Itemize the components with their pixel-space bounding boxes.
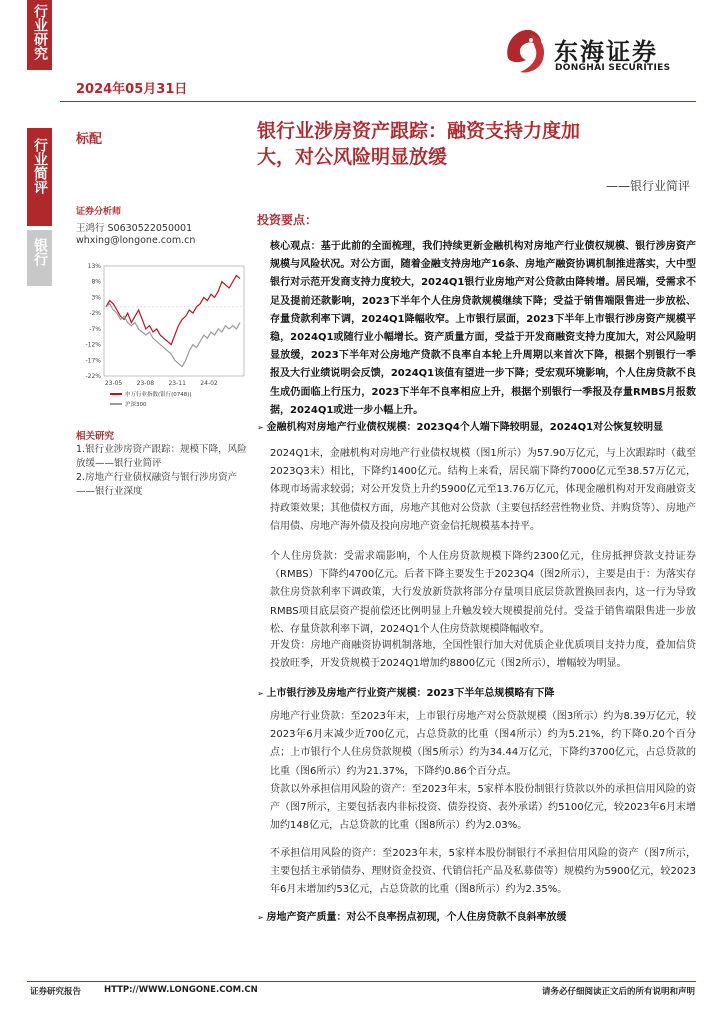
related-title: 相关研究 — [76, 431, 115, 442]
report-title — [257, 118, 697, 170]
side-tab-bot-label: 银行 — [32, 238, 48, 266]
footer-url[interactable]: HTTP://WWW.LONGONE.COM.CN — [104, 985, 258, 995]
report-date: 2024年05月31日 — [76, 82, 188, 97]
y-tick-label: -2% — [89, 310, 101, 318]
series-line-bank-index — [106, 275, 240, 344]
section2-paragraph2: 贷款以外承担信用风险的资产：至2023年末，5家样本股份制银行贷款以外的承担信用风险的资产（图7所示，主要包括表内非标投资、债券投资、表外承诺）约5100亿元，较2023年6月末增加约148亿元，占总贷款的比重（图8所示）约为2.03%。 — [270, 784, 696, 832]
section1-bullet-icon: ➢ — [257, 423, 267, 432]
side-tab-top-label: 行业研究 — [32, 4, 48, 60]
section2-paragraph3: 不承担信用风险的资产：至2023年末，5家样本股份制银行不承担信用风险的资产（图7所示，主要包括主承销债券、理财资金投资、代销信托产品及私募债等）规模约为5900亿元，较2023年6月末增加约53亿元，占总贷款的比重（图8所示）约为2.35%。 — [270, 848, 696, 896]
legend-item-csi300 — [110, 400, 192, 408]
analyst-name: 王鸿行 S0630522050001 — [76, 223, 193, 234]
related-item-1[interactable]: 1.银行业涉房资产跟踪：规模下降，风险放缓——银行业简评 — [76, 444, 247, 469]
legend-swatch-csi300 — [110, 403, 122, 405]
header-rule — [60, 101, 696, 102]
x-tick-label: 23-08 — [136, 380, 155, 387]
y-tick-label: -12% — [85, 341, 101, 349]
related-item-2[interactable]: 2.房地产行业债权融资与银行涉房资产——银行业深度 — [76, 472, 238, 497]
legend-label-csi300: 沪深300 — [125, 402, 147, 408]
section1-title: 金融机构对房地产行业债权规模：2023Q4个人端下降较明显，2024Q1对公恢复较明显 — [266, 422, 664, 433]
logo — [500, 20, 700, 80]
related-list — [76, 443, 248, 499]
legend-label-bank: 申万行业指数(银行(0748)) — [125, 392, 192, 398]
series-line-csi300 — [106, 304, 240, 367]
y-tick-label: 3% — [91, 294, 101, 302]
side-tab-bot — [27, 230, 52, 286]
section3-bullet-icon: ➢ — [257, 913, 267, 922]
x-tick-label: 23-11 — [168, 380, 186, 387]
analyst-email[interactable]: whxing@longone.com.cn — [76, 235, 196, 246]
y-tick-label: 8% — [91, 278, 101, 286]
chart-legend — [110, 390, 192, 408]
core-view — [270, 238, 696, 420]
section1-paragraph1: 2024Q1末，金融机构对房地产行业债权规模（图1所示）为57.90万亿元，与上次跟踪时（截至2023Q3末）相比，下降约1400亿元。结构上来看，居民端下降约7000亿元至38.57万亿元，体现市场需求较弱；对公开发贷上升约5900亿元至13.76万亿元，体现金融机构对开发商融资支持政策效果；其他债权方面，房地产其他对公贷款（主要包括经营性物业贷、并购贷等）、房地产信用债、房地产海外债及投向房地产资金信托规模基本持平。 — [270, 448, 696, 532]
legend-swatch-bank — [110, 393, 122, 395]
footer-left: 证券研究报告 — [30, 987, 82, 997]
section2-paragraph1: 房地产行业贷款：至2023年末，上市银行房地产对公贷款规模（图3所示）约为8.39万亿元，较2023年6月末减少近700亿元，占总贷款的比重（图4所示）约为5.21%，约下降0.20个百分点；上市银行个人住房贷款规模（图5所示）约为34.44万亿元，下降约3700亿元，占总贷款的比重（图6所示）约为21.37%，下降约0.86个百分点。 — [270, 711, 696, 777]
report-title-line1: 银行业涉房资产跟踪：融资支持力度加 — [257, 120, 581, 142]
footer-rule — [27, 981, 696, 982]
rating: 标配 — [76, 132, 103, 147]
section1-paragraph3: 开发贷：房地产商融资协调机制落地，全国性银行加大对优质企业优质项目支持力度，叠加信贷投放旺季，开发贷规模于2024Q1增加约8800亿元（图2所示），增幅较为明显。 — [270, 640, 696, 670]
side-tab-top — [27, 0, 52, 70]
analyst-label: 证券分析师 — [76, 207, 122, 217]
section2-title: 上市银行涉及房地产行业资产规模：2023下半年总规模略有下降 — [266, 688, 555, 699]
y-tick-label: -22% — [85, 373, 101, 380]
section3-title: 房地产资产质量：对公不良率拐点初现，个人住房贷款不良斜率放缓 — [266, 912, 567, 923]
report-title-line2: 大，对公风险明显放缓 — [257, 146, 448, 168]
performance-chart — [74, 262, 250, 402]
section1-heading — [257, 418, 697, 433]
side-tab-mid — [27, 128, 52, 226]
y-tick-label: -7% — [89, 325, 101, 333]
y-tick-label: -17% — [85, 357, 101, 365]
footer-right: 请务必仔细阅读正文后的所有说明和声明 — [541, 987, 695, 997]
logo-cn: 东海证券 — [554, 38, 658, 66]
side-tab-mid-label: 行业简评 — [32, 138, 48, 194]
x-tick-label: 24-02 — [200, 380, 218, 387]
report-subtitle: ——银行业简评 — [605, 179, 690, 193]
core-view-label: 核心观点： — [270, 241, 321, 252]
section2-bullet-icon: ➢ — [257, 689, 267, 698]
section2-heading — [257, 684, 697, 699]
logo-en: DONGHAI SECURITIES — [555, 63, 671, 73]
legend-item-bank — [110, 390, 192, 398]
logo-emblem-icon — [500, 20, 550, 78]
x-tick-label: 23-05 — [104, 380, 123, 387]
section3-heading — [257, 908, 697, 923]
key-points-heading: 投资要点： — [257, 213, 318, 227]
section1-paragraph2: 个人住房贷款：受需求端影响，个人住房贷款规模下降约2300亿元，住房抵押贷款支持证券（RMBS）下降约4700亿元。后者下降主要发生于2023Q4（图2所示），主要是由于：为落实存款住房贷款利率下调政策，大行发放新贷款将部分存量项目底层贷款置换回表内，这一行为导致RMBS项目底层资产提前偿还比例明显上升触发较大规模提前兑付。受益于销售端限售进一步放松、存量贷款利率下调，2024Q1个人住房贷款规模降幅收窄。 — [270, 551, 696, 635]
y-tick-label: 13% — [87, 263, 101, 270]
core-view-text: 基于此前的全面梳理，我们持续更新金融机构对房地产行业债权规模、银行涉房资产规模与风险状况。对公方面，随着金融支持房地产16条、房地产融资协调机制推进落实，大中型银行对示范开发商支持力度较大，2024Q1银行业房地产对公贷款由降转增。居民端，受需求不足及提前还款影响，2023下半年个人住房贷款规模继续下降；受益于销售端限售进一步放松、存量贷款利率下调，2024Q1降幅收窄。上市银行层面，2023下半年上市银行涉房资产规模平稳，2024Q1或随行业小幅增长。资产质量方面，受益于开发商融资支持力度加大，对公风险明显放缓，2023下半年对公房地产贷款不良率自本轮上升周期以来首次下降，根据个别银行一季报及大行业绩说明会反馈，2024Q1该值有望进一步下降；受宏观环境影响，个人住房贷款不良生成仍面临上行压力，2023下半年不良率相应上升，根据个别银行一季报及存量RMBS月报数据，2024Q1或进一步小幅上升。 — [270, 241, 697, 416]
